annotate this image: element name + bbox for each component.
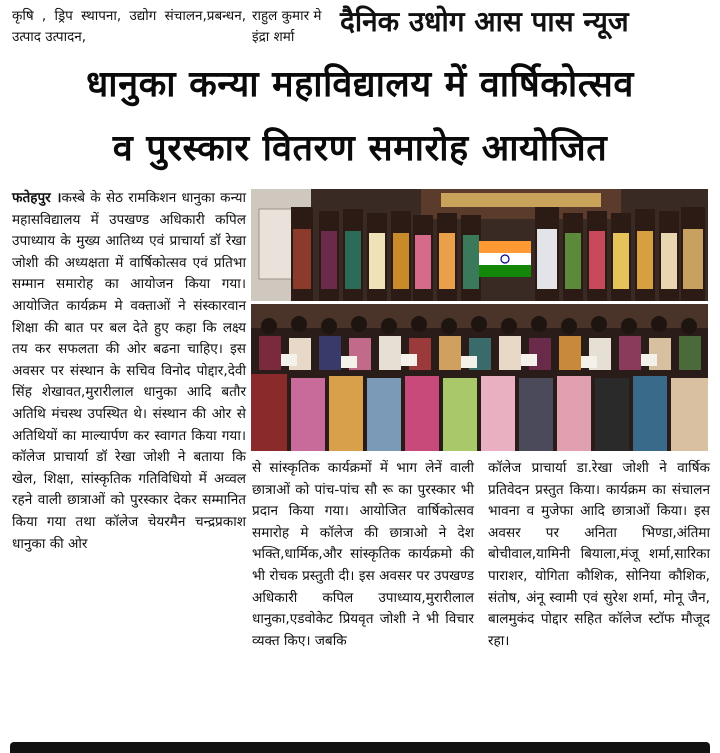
indian-flag-icon [479,241,531,277]
awardees-photo-image [251,304,708,451]
ticker-left-text: कृषि , ड्रिप स्थापना, उद्योग संचालन,प्रबन्धन, उत्पाद उत्पादन, [12,8,246,45]
article-column-3: कॉलेज प्राचार्या डा.रेखा जोशी ने वार्षिक प्रतिवेदन प्रस्तुत किया। कार्यक्रम का संचालन भावना व मुजेफा आदि छात्राओं किया। इस अवसर पर अनिता भिण्डा,अंतिमा बोचीवाल,यामिनी बियाला,मंजू शर्मा,सारिका पाराशर, योगिता कौशिक, सोनिया कौशिक, संतोष, अंनू स्वामी एवं सुरेश शर्मा, मोनू जैन, बालमुकंद पोद्दार सहित कॉलेज स्टॉफ मौजूद रहा। [488,460,710,649]
event-photo-awardees [251,304,708,451]
article-column-1-text: कस्बे के सेठ रामकिशन धानुका कन्या महासविद्यालय में उपखण्ड अधिकारी कपिल उपाध्याय के मुख्य आतिथ्य एवं प्राचार्या डॉ रेखा जोशी की अध्यक्षता में वार्षिकोत्सव एवं प्रतिभा सम्मान समारोह का आयोजन किया गया। आयोजित कार्यक्रम मे वक्ताओं ने संस्कारवान शिक्षा की बात पर बल देते हुए कहा कि लक्ष्य तय कर सफलता की ओर बढना चाहिए। इस अवसर पर संस्थान के सचिव विनोद पोद्दार,देवी सिंह शेखावत,मुरारीलाल धानुका आदि बतौर अतिथि मंचस्थ उपस्थित थे। संस्थान की ओर से अतिथियों का माल्यार्पण कर स्वागत किया गया। कॉलेज प्राचार्या डॉ रेखा जोशी ने बताया कि खेल, शिक्षा, सांस्कृतिक गतिविधियो में अव्वल रहने वाली छात्राओं को पुरस्कार देकर सम्मानित किया गया तथा कॉलेज चेयरमैन चन्द्रप्रकाश धानुका की ओर [12,190,246,552]
paper-brand: दैनिक उधोग आस पास न्यूज [340,5,629,38]
next-article-headline-fragment [10,742,710,753]
ticker-mid-text: राहुल कुमार मे इंद्रा शर्मा [252,8,322,45]
article-column-2: से सांस्कृतिक कार्यक्रमों में भाग लेनें वाली छात्राओं को पांच-पांच सौ रू का पुरस्कार भी प्रदान किया गया। आयोजित वार्षिकोत्सव समारोह मे कॉलेज की छात्राओ ने देश भक्ति,धार्मिक,और सांस्कृतिक कार्यक्रमो की भी रोचक प्रस्तुती दी। इस अवसर पर उपखण्ड अधिकारी कपिल उपाध्याय,मुरारीलाल धानुका,एडवोकेट प्रियवृत जोशी ने भी विचार व्यक्त किए। जबकि [252,460,474,649]
event-photo-stage-group [251,189,708,301]
top-strip [0,0,720,54]
stage-group-photo-image [251,189,708,301]
headline-line-2: व पुरस्कार वितरण समारोह आयोजित [112,128,608,169]
headline-line-1: धानुका कन्या महाविद्यालय में वार्षिकोत्सव [86,64,634,105]
article-dateline: फतेहपुर । [12,190,62,206]
article-column-1 [12,188,246,555]
